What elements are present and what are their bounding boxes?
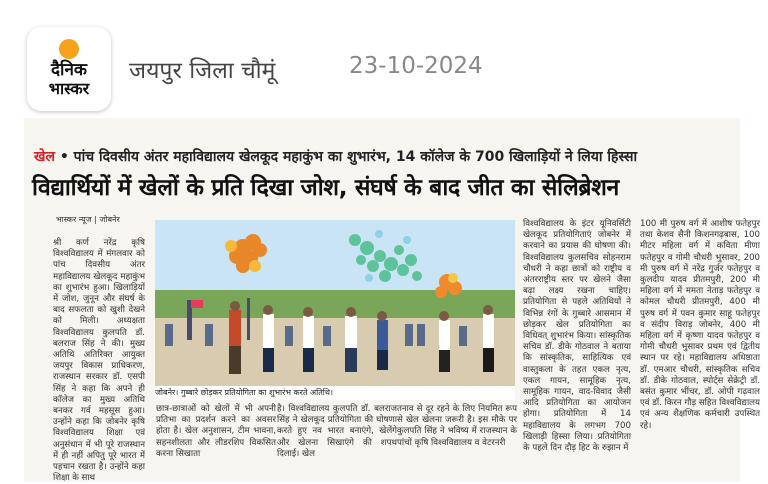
article-column-3: है। विश्वविद्यालय कुलपति डॉ. बलराज सिंह ने खेलकूद प्रतियोगिता की घोषणा करते हुए नव भारत बनाएंगे, खेलेंगे और खेलना सिखाएंगे की शपथ दिलाई। खेल [277,404,397,459]
news-photo [155,220,515,386]
article-column-5: विश्वविद्यालय के इंटर यूनिवर्सिटी खेलकूद प्रतियोगिताएं जोबनेर में करवाने का प्रयास की घोषणा की। विश्वविद्यालय कुलसचिव सोहनराम चौधरी ने कहा छात्रों को राष्ट्रीय व अंतरराष्ट्रीय स्तर पर खेलने जैसा बढ़ा लक्ष्य रखना चाहिए। प्रतियोगिता से पहले अतिथियों ने विभिन्न रंगों के गुब्बारे आसमान में छोड़कर खेल प्रतियोगिता का विधिवत् शुभारंभ किया। सांस्कृतिक सचिव डॉ. डीके गोठवाल ने बताया कि सांस्कृतिक, साहित्यिक एवं वास्तुकला के तहत एकल नृत्य, एकल गायन, सामूहिक नृत्य, सामूहिक गायन, वाद-विवाद जैसी आदि प्रतियोगिता का आयोजन होगा। प्रतियोगिता में 14 महाविद्यालय के लगभग 700 खिलाड़ी हिस्सा लिया। प्रतियोगिता के पहले दिन दौड़ हिट के रुझान में [523,219,631,454]
article-column-4: तनाव से दूर रहने के लिए नियमित रूप से खेल खेलना जरूरी है। इस मौके पर कुलपति सिंह ने भविष्य में राजस्थान के पांचों कृषि विश्वविद्यालय व वेटरनरी [397,404,517,448]
article-column-6: 100 मी पुरुष वर्ग में आशीष फतेहपुर तथा केशव सैनी किशनगढ़बास, 100 मीटर महिला वर्ग में कविता मीणा फतेहपुर व गोमी चौधरी भुसावर, 200 मी पुरुष वर्ग में नरेंद्र गुर्जर फतेहपुर व कुलदीप यादव प्रीतमपुरी, 200 मी महिला वर्ग में ममता नेताड़ फतेहपुर व कोमल चौधरी प्रीतमपुरी, 400 मी पुरुष वर्ग में पवन कुमार साहू फतेहपुर व संदीप विराड़ जोबनेर, 400 मी महिला वर्ग में कृष्णा यादव फतेहपुर व गोमी चौधरी भुसावर प्रथम एवं द्वितीय स्थान पर रहे। महाविद्यालय अधिष्ठाता डॉ. एमआर चौधरी, सांस्कृतिक सचिव डॉ. डीके गोठवाल, स्पोर्ट्स सेक्रेट्री डॉ. बसंत कुमार भींचर, डॉ. ओपी गढ़वाल एवं डॉ. किरन गौड़ सहित विश्वविद्यालय एवं अन्य शैक्षणिक कर्मचारी उपस्थित रहे। [640,219,760,431]
app-header [0,0,768,118]
dainik-bhaskar-logo[interactable] [27,27,111,111]
sun-icon [59,39,79,59]
article-column-2: छात्र-छात्राओं को खेलों में भी अपनी प्रतिभा का प्रदर्शन करने का अवसर होता है। खेल अनुशासन, टीम भावना, सहनशीलता और लीडरशिप विकसित करना सिखाता [156,404,276,459]
balloon-release-photo [155,220,515,386]
article-column-1: श्री कर्ण नरेंद्र कृषि विश्वविद्यालय में मंगलवार को पांच दिवसीय अंतर महाविद्यालय खेलकूद महाकुंभ का शुभारंभ हुआ। खिलाड़ियों में जोश, जुनून और संघर्ष के बाद सफलता को खुशी देखने को मिली। अध्यक्षता विश्वविद्यालय कुलपति डॉ. बलराज सिंह ने की। मुख्य अतिथि अतिरिक्त आयुक्त जयपुर विकास प्राधिकरण, राजस्थान सरकार डॉ. एसपी सिंह ने कहा कि अपने ही कॉलेज का मुख्य अतिथि बनकर गर्व महसूस हुआ। उन्होंने कहा कि जोबनेर कृषि विश्वविद्यालय शिक्षा एवं अनुसंधान में भी पूरे राजस्थान में ही नहीं अपितु पूरे भारत में पहचान रखता है। उन्होंने कहा शिक्षा के साथ [53,238,145,484]
photo-caption: जोबनेर। गुब्बारे छोड़कर प्रतियोगिता का शुभारंभ करते अतिथि। [155,386,515,400]
article-kicker [34,147,637,166]
edition-date: 23-10-2024 [349,53,483,79]
logo-line-1: दैनिक [51,60,87,80]
section-tag: खेल [34,149,55,165]
logo-line-2: भास्कर [48,79,90,98]
article-byline: भास्कर न्यूज | जोबनेर [56,215,120,224]
kicker-bullet: • [54,149,74,165]
kicker-text: पांच दिवसीय अंतर महाविद्यालय खेलकूद महाकुंभ का शुभारंभ, 14 कॉलेज के 700 खिलाड़ियों ने लिया हिस्सा [73,149,638,165]
edition-place: जयपुर जिला चौमूं [129,58,276,84]
article-headline: विद्यार्थियों में खेलों के प्रति दिखा जोश, संघर्ष के बाद जीत का सेलिब्रेशन [32,175,620,201]
